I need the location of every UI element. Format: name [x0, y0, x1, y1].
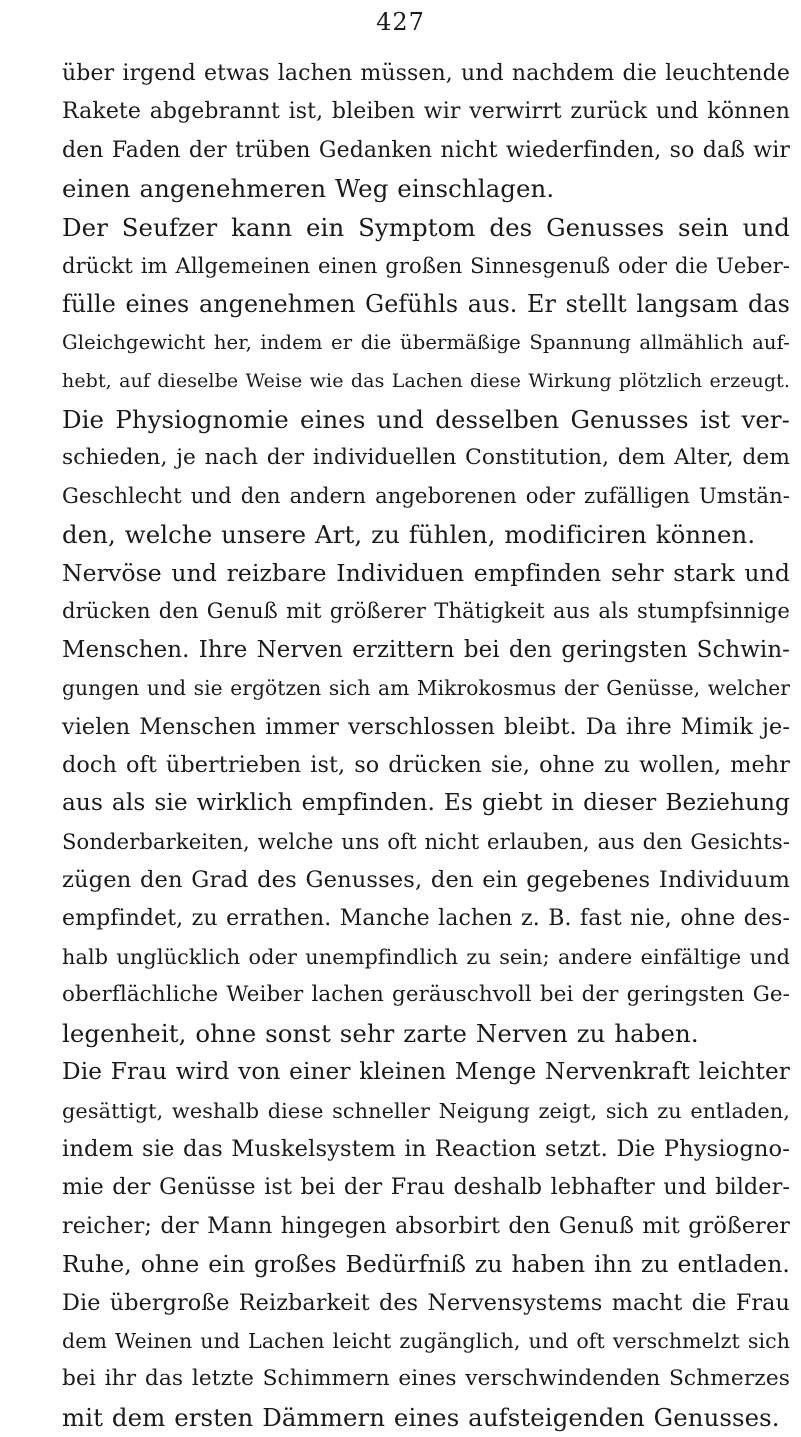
- text-line: Der Seufzer kann ein Symptom des Genusses sein und: [62, 212, 790, 242]
- text-line: Geschlecht und den andern angeborenen oder zufälligen Umstän-: [62, 483, 790, 509]
- text-line: drückt im Allgemeinen einen großen Sinnesgenuß oder die Ueber-: [62, 252, 790, 278]
- text-line: halb unglücklich oder unempfindlich zu sein; andere einfältige und: [62, 944, 790, 969]
- text-line: doch oft übertrieben ist, so drücken sie, ohne zu wollen, mehr: [62, 752, 790, 779]
- text-line: Sonderbarkeiten, welche uns oft nicht erlauben, aus den Gesichts-: [62, 828, 790, 854]
- text-line: Die Frau wird von einer kleinen Menge Nervenkraft leichter: [62, 1058, 790, 1086]
- text-line: gesättigt, weshalb diese schneller Neigung zeigt, sich zu entladen,: [62, 1098, 790, 1123]
- text-line: hebt, auf dieselbe Weise wie das Lachen diese Wirkung plötzlich erzeugt.: [62, 370, 790, 393]
- text-line: bei ihr das letzte Schimmern eines verschwindenden Schmerzes: [62, 1366, 790, 1392]
- text-line: reicher; der Mann hingegen absorbirt den Genuß mit größerer: [62, 1212, 790, 1239]
- text-line: oberflächliche Weiber lachen geräuschvoll bei der geringsten Ge-: [62, 982, 790, 1008]
- text-line: über irgend etwas lachen müssen, und nachdem die leuchtende: [62, 61, 790, 86]
- text-line: aus als sie wirklich empfinden. Es giebt in dieser Beziehung: [62, 789, 790, 817]
- text-line: indem sie das Muskelsystem in Reaction setzt. Die Physiogno-: [62, 1135, 790, 1162]
- text-line: Nervöse und reizbare Individuen empfinden sehr stark und: [62, 559, 790, 588]
- text-line: drücken den Genuß mit größerer Thätigkeit aus als stumpfsinnige: [62, 598, 790, 624]
- text-line: den, welche unsere Art, zu fühlen, modificiren können.: [62, 519, 756, 549]
- text-line: einen angenehmeren Weg einschlagen.: [62, 174, 555, 204]
- text-line: Die übergroße Reizbarkeit des Nervensystems macht die Frau: [62, 1289, 790, 1316]
- text-line: fülle eines angenehmen Gefühls aus. Er stellt langsam das: [62, 290, 790, 319]
- text-line: vielen Menschen immer verschlossen bleibt. Da ihre Mimik je-: [62, 713, 790, 740]
- text-line: gungen und sie ergötzen sich am Mikrokosmus der Genüsse, welcher: [62, 676, 790, 701]
- text-line: den Faden der trüben Gedanken nicht wiederfinden, so daß wir: [62, 137, 790, 163]
- text-line: Ruhe, ohne ein großes Bedürfniß zu haben ihn zu entladen.: [62, 1250, 790, 1279]
- page-number: 427: [376, 8, 425, 36]
- text-line: zügen den Grad des Genusses, den ein gegebenes Individuum: [62, 867, 790, 894]
- text-line: schieden, je nach der individuellen Constitution, dem Alter, dem: [62, 444, 790, 470]
- text-line: empfindet, zu errathen. Manche lachen z. B. fast nie, ohne des-: [62, 905, 790, 931]
- text-line: mie der Genüsse ist bei der Frau deshalb lebhafter und bilder-: [62, 1174, 790, 1201]
- text-line: Menschen. Ihre Nerven erzittern bei den geringsten Schwin-: [62, 636, 790, 663]
- text-line: dem Weinen und Lachen leicht zugänglich, und oft verschmelzt sich: [62, 1328, 790, 1353]
- text-line: Die Physiognomie eines und desselben Genusses ist ver-: [62, 404, 790, 434]
- text-line: legenheit, ohne sonst sehr zarte Nerven zu haben.: [62, 1018, 699, 1048]
- text-line: Rakete abgebrannt ist, bleiben wir verwirrt zurück und können: [62, 99, 790, 125]
- text-line: mit dem ersten Dämmern eines aufsteigenden Genusses.: [62, 1402, 780, 1432]
- body-text: [62, 55, 790, 1437]
- text-line: Gleichgewicht her, indem er die übermäßige Spannung allmählich auf-: [62, 330, 790, 354]
